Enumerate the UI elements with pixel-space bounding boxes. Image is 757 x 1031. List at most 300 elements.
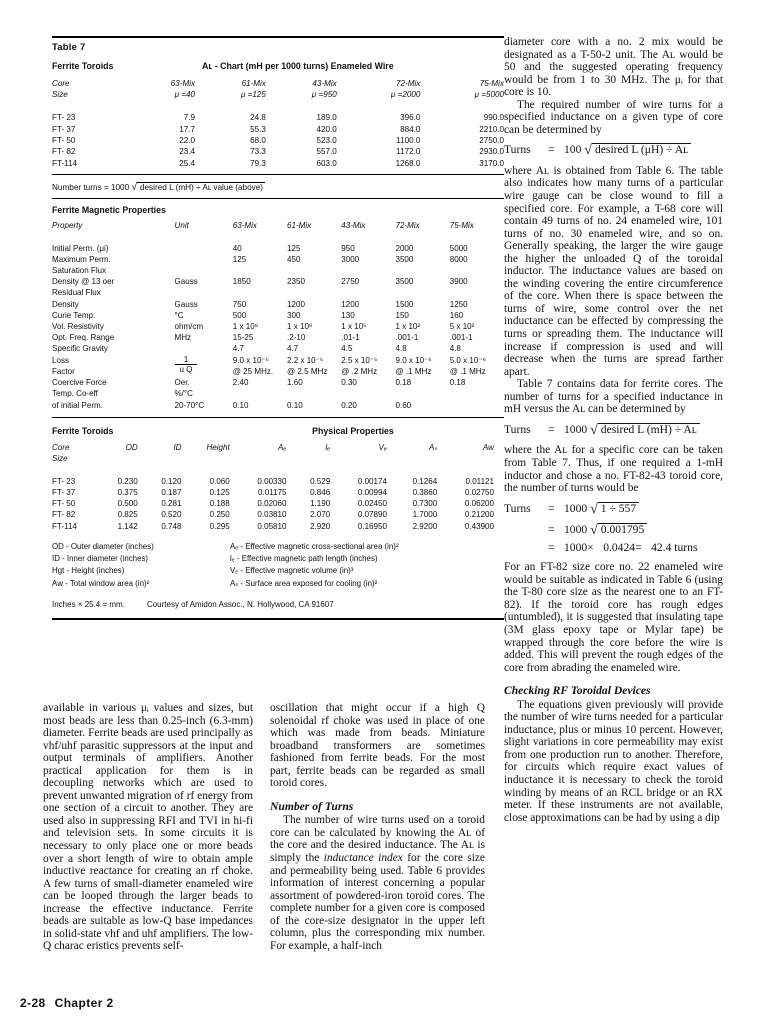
physical-row [52,498,504,509]
magnetic-property-name: Initial Perm. (μi) [52,243,109,253]
al-chart-value: 1268.0 [395,158,421,168]
physical-value: 0.00994 [357,487,387,497]
physical-column-empty [397,453,447,464]
magnetic-value: 1500 [395,299,414,309]
legend-item: Vₑ - Effective magnetic volume (in)³ [230,566,354,576]
magnetic-unit [175,287,233,298]
physical-value: 0.05810 [257,521,287,531]
bottom-left-paragraph-1: available in various μᵢ values and sizes, but most beads are less than 0.25-inch (6.3-mm) diameter. Ferrite beads are used principally as vhf/uhf parasitic suppressors at the input and output terminals of amplifiers. Another practical application for them is in decoupling networks which are used to prevent unwanted migration of rf energy from one section of a circuit to another. They are used also in suppressing RFI and TVI in hi-fi and television sets. In some circuits it is necessary to only place one or more beads over a short length of wire to obtain ample inductive reactance for creating an rf choke. A few turns of small-diameter enameled wire can be looped through the larger beads to increase the effective inductance. Ferrite beads are suitable as low-Q base impedances in solid-state vhf and uhf amplifiers. The low-Q charac eristics prevents self- [43,702,253,953]
magnetic-tempco-unit-2: 20-70°C [174,400,205,410]
magnetic-value: 2000 [395,243,414,253]
magnetic-value: 125 [287,243,301,253]
magnetic-row [52,276,504,287]
bottom-mid-p2-italic: inductance index [323,852,403,865]
magnetic-value: 5000 [449,243,468,253]
al-chart-value: 1100.0 [396,136,421,146]
physical-column-empty [240,453,297,464]
magnetic-loss-label-2: Factor [52,366,75,376]
al-chart-value: 420.0 [316,124,337,134]
equation-3c-factor: 0.0424 [603,540,636,554]
magnetic-value: .2-10 [287,333,306,343]
magnetic-coercive-unit: Oer. [174,378,190,388]
magnetic-row [52,310,504,321]
magnetic-coercive-label: Coercive Force [52,378,107,388]
physical-column-label: Aₑ [278,442,287,452]
physical-value: 0.00330 [257,476,287,486]
physical-header-row-1 [52,442,504,453]
magnetic-loss-label: Loss [52,355,69,365]
magnetic-value-empty [341,388,395,399]
physical-value: 0.02060 [257,499,287,509]
magnetic-value: 160 [449,310,464,320]
al-chart-core-size: FT- 37 [52,124,76,134]
bottom-rule [52,618,504,620]
physical-value: 0.500 [117,499,138,509]
physical-properties-header [52,426,504,436]
legend-item: Aₛ - Surface area exposed for cooling (in)² [230,578,378,588]
right-paragraph-3: where Aʟ is obtained from Table 6. The table also indicates how many turns of a particular wire gauge can be close wound to fill a specified core. For example, a T-68 core will contain 49 turns of no. 24 enameled wire, 101 turns of no. 30 enameled wire, and so on. Generally speaking, the larger the wire gauge the higher the unloaded Q of the toroidal inductor. The inductance values are based on the winding covering the entire circumference of the core. When there is space between the turns of wire, some control over the net inductance can be effected by compressing the turns or spreading them. The inductance will increase if compression is used and will decrease when the turns are spread farther apart. [504,164,723,378]
al-chart-value: 990.0 [483,113,504,123]
magnetic-value: 500 [232,310,247,320]
magnetic-loss-frequency: @ .1 MHz [449,366,486,376]
equation-3-radicand: 1 ÷ 557 [598,502,639,516]
magnetic-properties-title: Ferrite Magnetic Properties [52,205,166,216]
footer-page-number: 2-28 [20,996,46,1010]
equation-1-lead: Turns [504,143,531,157]
magnetic-coercive-value: 0.30 [341,378,357,388]
magnetic-unit: Gauss [174,277,198,287]
physical-value: 2.9200 [412,521,438,531]
magnetic-property-label: Property [52,221,83,231]
al-note-rule-bottom [52,198,504,199]
magnetic-value-empty [450,287,504,298]
physical-value: 0.43900 [464,521,494,531]
magnetic-unit: MHz [174,333,192,343]
bottom-mid-paragraph-1: oscillation that might occur if a high Q solenoidal rf choke was used in place of one which was made from beads. Miniature broadband transformers are sometimes fashioned from ferrite beads. For the most part, ferrite beads can be regarded as small toroid cores. [270,702,485,790]
physical-header-right: Physical Properties [312,425,394,436]
bottom-left-text-column [43,702,253,953]
equation-2-radicand: desired L (mH) ÷ Aʟ [598,423,700,437]
magnetic-loss-fraction [175,355,233,377]
physical-value: 0.01121 [465,476,494,486]
magnetic-value: 8000 [449,254,468,264]
physical-column-label: ID [173,442,182,452]
al-chart-value: 73.3 [250,147,266,157]
magnetic-header-row [52,220,504,231]
al-chart-value: 3170.0 [479,158,504,168]
magnetic-row [52,243,504,254]
magnetic-value-empty [233,388,287,399]
legend-item: Hgt - Height (inches) [52,566,125,576]
magnetic-properties-header [52,205,504,215]
magnetic-value: 15-25 [232,333,254,343]
equation-3-coefficient: 1000 [564,501,588,515]
equation-turns-uh [504,143,723,158]
section-heading-checking-rf: Checking RF Toroidal Devices [504,684,651,698]
physical-core-label: Core [52,442,70,452]
physical-core-size: FT- 82 [52,510,76,520]
al-chart-value: 396.0 [400,113,421,123]
physical-value: 2.070 [310,510,331,520]
equation-3b-equals: = [548,523,555,537]
al-chart-mix-label: 72-Mix [396,79,421,88]
physical-row [52,476,504,487]
spacer [52,101,504,112]
magnetic-mix-label: 43-Mix [341,221,366,231]
sqrt-icon: √ [590,501,598,517]
equation-3c-equals-2: = [635,540,642,554]
al-chart-mu-label: μ =950 [311,90,337,100]
al-turns-note [52,182,504,193]
al-chart-mu-label: μ =5000 [474,90,504,100]
right-paragraph-6: For an FT-82 size core no. 22 enameled wire would be suitable as indicated in Table 6 (using the T-80 core size as the nearest one to an FT-82). If the toroid core has rough edges (untumbled), it is suggested that insulating tape (3M glass epoxy tape or Mylar tape) be wrapped through the core before the wire is added. This will prevent the rough edges of the core from abrading the enameled wire. [504,561,723,674]
physical-column-label: OD [125,442,138,452]
magnetic-loss-frequency: @ .2 MHz [341,366,378,376]
physical-value: 0.188 [209,499,230,509]
al-chart-mu-label: μ =40 [174,90,196,100]
magnetic-value: 3500 [395,277,414,287]
magnetic-specific-gravity-value: 4.8 [449,344,461,354]
equation-3-equals: = [548,501,555,515]
right-paragraph-4: Table 7 contains data for ferrite cores. The number of turns for a specified inductance in mH versus the Aʟ can be determined by [504,378,723,416]
physical-value: 0.02750 [464,487,494,497]
magnetic-specific-gravity-value: 4.8 [395,344,407,354]
al-chart-core-size: FT- 50 [52,136,76,146]
magnetic-loss-value: 9.0 x 10⁻⁶ [395,355,432,365]
physical-value: 0.06200 [464,499,494,509]
physical-rule [52,417,504,418]
physical-value: 0.125 [209,487,230,497]
al-chart-mu-label: μ =125 [240,90,266,100]
magnetic-value: 1 x 10⁸ [232,322,259,332]
magnetic-loss-row-1 [52,355,504,366]
magnetic-value: 3900 [449,277,468,287]
al-chart-value: 25.4 [179,158,196,168]
magnetic-property-name-2: Density @ 13 oer [52,277,115,287]
physical-value: 0.230 [117,476,138,486]
legend-right [230,541,504,590]
al-chart-mix-label: 61-Mix [241,79,266,88]
al-chart-row [52,124,504,135]
magnetic-value: 5 x 10² [449,322,475,332]
physical-column-empty [296,453,340,464]
magnetic-property-name-2: Density [52,299,79,309]
loss-fraction-numerator: 1 [175,355,198,365]
al-chart-value: 17.7 [179,124,196,134]
right-text-column [504,36,723,824]
al-chart-row [52,112,504,123]
al-chart-row [52,135,504,146]
physical-value: 0.825 [117,510,138,520]
equation-3b-radicand: 0.001795 [598,523,647,537]
physical-header-left: Ferrite Toroids [52,425,114,436]
legend-item: Aᴡ - Total window area (in)² [52,578,150,588]
magnetic-value: 1 x 10² [395,322,421,332]
physical-column-empty [104,453,148,464]
physical-column-label: Aₛ [428,442,438,452]
magnetic-tempco-row-1 [52,388,504,399]
al-chart-value: 24.8 [250,113,266,123]
al-chart-core-size: FT- 82 [52,147,76,157]
magnetic-loss-value: 9.0 x 10⁻⁵ [232,355,269,365]
legend-block [52,541,504,590]
magnetic-coercive-row [52,377,504,388]
magnetic-unit [175,243,233,254]
magnetic-tempco-value [450,400,504,411]
equation-3b-coefficient: 1000 [564,523,588,537]
physical-value: 2.920 [310,521,331,531]
magnetic-value: 130 [341,310,355,320]
physical-value: 0.3860 [412,487,438,497]
right-paragraph-2: The required number of wire turns for a specified inductance on a given type of core can be determined by [504,98,723,136]
al-chart-mix-label: 63-Mix [170,79,196,88]
magnetic-tempco-value: 0.10 [232,400,249,410]
magnetic-value: 1850 [232,277,251,287]
physical-value: 1.142 [117,521,138,531]
al-note-rule-top [52,174,504,175]
magnetic-specific-gravity-label: Specific Gravity [52,344,108,354]
physical-value: 0.375 [117,487,138,497]
physical-value: 0.120 [161,476,182,486]
magnetic-tempco-value: 0.60 [395,400,412,410]
equation-2-coefficient: 1000 [564,422,588,436]
al-chart-header-right [202,61,504,71]
magnetic-value: .001-1 [449,333,473,343]
magnetic-value: 950 [341,243,355,253]
magnetic-value: 1250 [449,299,468,309]
physical-spacer [52,464,504,475]
physical-value: 1.7000 [412,510,438,520]
al-chart-core-size: FT- 23 [52,113,76,123]
magnetic-tempco-row-2 [52,400,504,411]
magnetic-value: .01-1 [341,333,360,343]
physical-column-empty [447,453,504,464]
physical-value: 0.00174 [357,476,387,486]
magnetic-value-empty [395,388,449,399]
al-chart-value: 68.0 [250,136,266,146]
equation-3c-result: 42.4 turns [651,540,698,554]
equation-3-line-3 [504,542,723,555]
magnetic-properties-table [52,220,504,410]
al-chart-core-label: Core [52,79,70,88]
al-chart-value: 7.9 [183,113,196,123]
magnetic-unit-empty [175,343,233,354]
al-chart-mu-label: μ =2000 [390,90,421,100]
physical-value: 0.281 [161,499,182,509]
magnetic-property-name: Saturation Flux [52,266,107,276]
equation-3c-equals: = [548,540,555,554]
magnetic-value: 1 x 10⁸ [287,322,313,332]
al-chart-value: 1172.0 [396,147,421,157]
magnetic-value-empty [287,388,341,399]
al-chart-header-row-2 [52,89,504,100]
unit-conversion-note: Inches × 25.4 = mm. [52,599,125,609]
magnetic-coercive-value: 1.60 [287,378,303,388]
magnetic-property-name: Residual Flux [52,288,101,298]
physical-column-label: Vₑ [378,442,387,452]
section-heading-number-of-turns: Number of Turns [270,799,354,813]
magnetic-loss-value: 5.0 x 10⁻⁶ [449,355,486,365]
equation-3c-coefficient: 1000 [564,540,588,554]
magnetic-unit [175,265,233,276]
magnetic-value: 40 [232,243,242,253]
al-chart-core-size: FT-114 [52,158,78,168]
magnetic-row [52,321,504,332]
legend-item: ID - Inner diameter (inches) [52,554,149,564]
magnetic-coercive-value: 2.40 [232,378,249,388]
legend-item: lₑ - Effective magnetic path length (inches) [230,554,378,564]
physical-value: 0.187 [161,487,182,497]
magnetic-mix-label: 63-Mix [232,221,257,231]
physical-value: 1.190 [310,499,331,509]
magnetic-value: 3500 [395,254,414,264]
credit-source: Courtesy of Amidon Assoc., N. Hollywood, CA 91607 [146,599,334,609]
sqrt-icon: √ [590,523,598,539]
physical-value: 0.07890 [357,510,387,520]
magnetic-property-name: Curie Temp. [52,310,96,320]
magnetic-tempco-value: 0.10 [287,400,303,410]
physical-row [52,521,504,532]
magnetic-value: 2750 [341,277,360,287]
magnetic-value-empty [233,287,287,298]
magnetic-specific-gravity-row [52,343,504,354]
equation-3-line-2 [504,523,723,538]
magnetic-row-label-line [52,287,504,298]
equation-1-equals: = [548,143,555,157]
magnetic-value: 1 x 10⁵ [341,322,367,332]
physical-value: 0.7300 [412,499,438,509]
bottom-mid-p2-part-a: The number of wire turns used on a toroid core can be calculated by knowing the Aʟ of the core and the desired inductance. The Aʟ is simply the [270,814,485,865]
physical-value: 0.748 [161,521,182,531]
al-chart-value: 523.0 [316,136,337,146]
al-chart-header [52,61,504,71]
magnetic-row [52,254,504,265]
magnetic-value: 150 [395,310,409,320]
al-chart-mix-label: 75-Mix [479,79,504,88]
al-chart-value: 2750.0 [479,136,504,146]
magnetic-value-empty [287,265,341,276]
physical-value: 0.01175 [257,487,287,497]
spacer [52,464,504,475]
magnetic-value-empty [395,287,449,298]
magnetic-value: 1200 [341,299,360,309]
al-chart-value: 189.0 [316,113,337,123]
credit-line [52,600,504,609]
physical-value: 0.520 [161,510,182,520]
physical-value: 0.1264 [412,476,438,486]
magnetic-mix-label: 72-Mix [395,221,420,231]
footer-chapter: Chapter 2 [54,996,114,1010]
physical-core-size: FT- 23 [52,476,76,486]
legend-item: OD - Outer diameter (inches) [52,542,154,552]
equation-3-lead: Turns [504,501,531,515]
magnetic-loss-frequency: @ 25 MHz. [232,366,274,376]
al-chart-table [52,78,504,169]
physical-column-empty [191,453,239,464]
sqrt-icon: √ [590,422,598,438]
magnetic-mix-label: 61-Mix [287,221,312,231]
physical-core-size: FT-114 [52,521,77,531]
al-chart-header-left: Ferrite Toroids [52,61,114,71]
right-paragraph-1: diameter core with a no. 2 mix would be designated as a T-50-2 unit. The Aʟ would be 50 and the suggested operating frequency would be from 1 to 30 MHz. The μᵢ for that core is 10. [504,36,723,99]
physical-value: 0.02450 [357,499,387,509]
physical-column-label: Height [206,442,230,452]
equation-3c-times: × [587,540,594,554]
al-chart-title-text: Aʟ - Chart (mH per 1000 turns) Enameled Wire [202,61,394,71]
al-chart-row [52,146,504,157]
al-chart-value: 884.0 [400,124,421,134]
magnetic-value-empty [287,287,341,298]
table-7-block [52,36,504,620]
al-chart-size-label: Size [52,90,68,100]
table-label: Table 7 [52,42,86,53]
equation-3-line-1 [504,502,723,517]
magnetic-property-name: Vol. Resistivity [52,322,104,332]
al-chart-value: 23.4 [179,147,196,157]
magnetic-mix-label: 75-Mix [449,221,474,231]
magnetic-value: 750 [232,299,247,309]
physical-core-size: FT- 37 [52,487,76,497]
magnetic-loss-value: 2.5 x 10⁻⁵ [341,355,378,365]
magnetic-value-empty [341,287,395,298]
physical-header-row-2 [52,453,504,464]
magnetic-unit [175,254,233,265]
bottom-mid-p2-part-b: for the core size and permeability being used. Table 6 provides information of interest concerning a popular assortment of powdered-iron toroid cores. The complete number for a given core is composed of the core-size designator in the upper left column, plus the corresponding mix number. For example, a half-inch [270,852,485,952]
physical-column-empty [148,453,192,464]
magnetic-row-label-line [52,265,504,276]
physical-column-empty [340,453,397,464]
bottom-mid-paragraph-2 [270,814,485,952]
physical-value: 0.529 [310,476,331,486]
magnetic-value: 2350 [287,277,305,287]
magnetic-loss-value: 2.2 x 10⁻⁵ [287,355,324,365]
magnetic-value-empty [450,265,504,276]
magnetic-specific-gravity-value: 4.5 [341,344,353,354]
equation-2-equals: = [548,422,555,436]
right-paragraph-5: where the Aʟ for a specific core can be taken from Table 7. Thus, if one required a 1-mH inductor and chose a no. FT-82-43 toroid core, the number of turns would be [504,444,723,495]
al-note-prefix: Number turns = 1000 [52,183,130,193]
physical-value: 0.250 [209,510,230,520]
physical-value: 0.21200 [464,510,494,520]
physical-row [52,487,504,498]
top-rule [52,36,504,38]
physical-value: 0.295 [209,521,230,531]
magnetic-unit: °C [174,310,184,320]
al-chart-value: 2930.0 [479,147,504,157]
physical-row [52,509,504,520]
al-chart-spacer [52,101,504,112]
legend-left [52,541,230,590]
magnetic-value: 125 [232,254,247,264]
magnetic-row [52,332,504,343]
physical-properties-table [52,442,504,532]
equation-turns-mh [504,423,723,438]
magnetic-property-name: Opt. Freq. Range [52,333,115,343]
equation-1-coefficient: 100 [564,143,582,157]
physical-column-label: Aᴡ [482,442,494,452]
magnetic-value: 300 [287,310,301,320]
magnetic-loss-frequency: @ 2.5 MHz [287,366,328,376]
al-chart-row [52,158,504,169]
magnetic-loss-row-2 [52,366,504,377]
magnetic-tempco-value: 0.20 [341,400,357,410]
physical-value: 0.16950 [357,521,387,531]
spacer [52,231,504,242]
al-chart-value: 79.3 [250,158,266,168]
magnetic-value: 3000 [341,254,360,264]
magnetic-tempco-unit: %/°C [174,389,193,399]
magnetic-value-empty [233,265,287,276]
